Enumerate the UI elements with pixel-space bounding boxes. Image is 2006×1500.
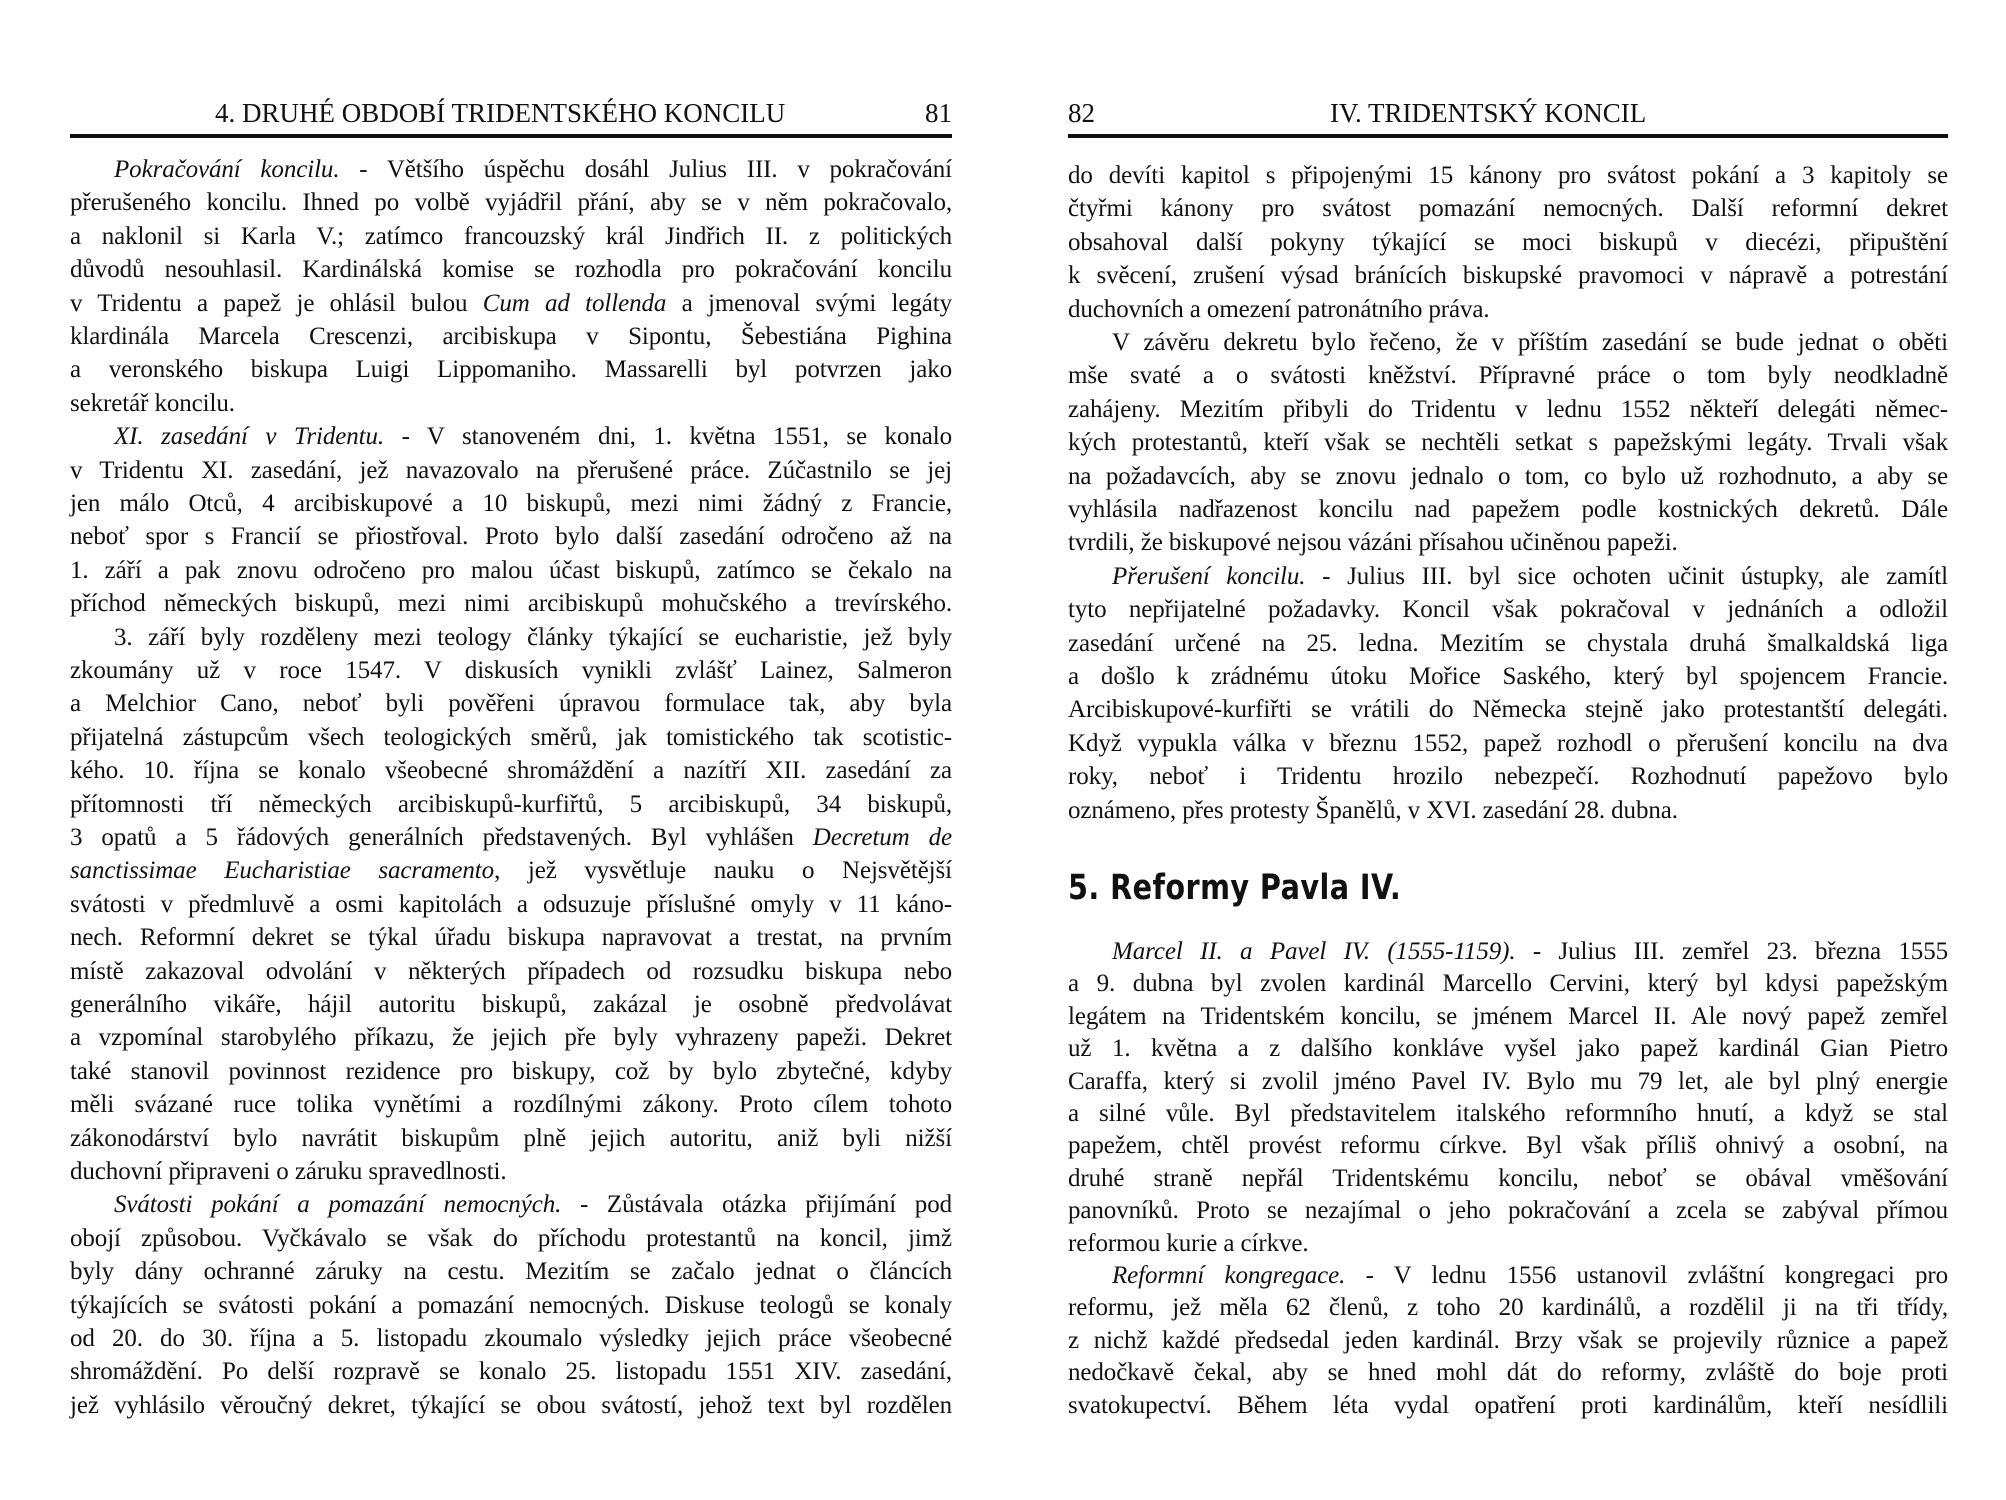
- text-run: svatokupectví. Během léta vydal opatření proti kardinálům, kteří nesídlili: [1068, 1391, 1948, 1419]
- text-run: sekretář koncilu.: [70, 389, 235, 417]
- text-run: nedočkavě čekal, aby se hned mohl dát do reformy, zvláště do boje proti: [1068, 1359, 1948, 1387]
- right-page: [1068, 0, 1948, 1500]
- text-run: místě zakazoval odvolání v některých případech od rozsudku biskupa nebo: [70, 957, 952, 985]
- text-run: tvrdili, že biskupové nejsou vázáni přísahou učiněnou papeži.: [1068, 529, 1678, 557]
- text-run: byly dány ochranné záruky na cestu. Mezitím se začalo jednat o článcích: [70, 1258, 952, 1286]
- text-run: na požadavcích, aby se znovu jednalo o tom, co bylo už rozhodnuto, a aby se: [1068, 462, 1948, 490]
- text-line: [70, 1222, 952, 1256]
- text-line: [70, 1289, 952, 1323]
- italic-run-in-title: sanctissimae Eucharistiae sacramento: [70, 857, 495, 885]
- text-line: [1068, 660, 1948, 694]
- text-line: [70, 988, 952, 1022]
- text-run: Když vypukla válka v březnu 1552, papež rozhodl o přerušení koncilu na dva: [1068, 729, 1948, 757]
- text-line: [1068, 293, 1948, 327]
- left-page: [70, 0, 952, 1500]
- text-run: V závěru dekretu bylo řečeno, že v příštím zasedání se bude jednat o oběti: [1112, 329, 1948, 356]
- text-line: [1068, 1097, 1948, 1131]
- text-run: zkoumány už v roce 1547. V diskusích vynikli zvlášť Lainez, Salmeron: [70, 657, 952, 684]
- text-line: [1068, 693, 1948, 727]
- text-line: [70, 687, 952, 721]
- text-run: zahájeny. Mezitím přibyli do Tridentu v lednu 1552 někteří delegáti němec-: [1068, 395, 1948, 423]
- text-run: a 9. dubna byl zvolen kardinál Marcello Cervini, který byl kdysi papežským: [1068, 970, 1948, 998]
- text-line: [1068, 1065, 1948, 1099]
- text-line: [1068, 760, 1948, 794]
- text-line: [70, 554, 952, 588]
- italic-run-in-title: Reformní kongregace.: [1112, 1262, 1346, 1289]
- text-run: příchod německých biskupů, mezi nimi arcibiskupů mohučského a trevírského.: [70, 590, 952, 618]
- text-line: [1068, 326, 1948, 360]
- text-line: [70, 520, 952, 554]
- text-run: 3 opatů a 5 řádových generálních představených. Byl vyhlášen: [70, 824, 813, 851]
- text-run: a vzpomínal starobylého příkazu, že jejich pře byly vyhrazeny papeži. Dekret: [70, 1024, 952, 1052]
- text-run: a jmenoval svými legáty: [666, 289, 952, 317]
- text-run: z nichž každé předsedal jeden kardinál. Brzy však se projevily různice a papež: [1068, 1326, 1948, 1354]
- text-run: a Melchior Cano, neboť byli pověřeni úpravou formulace tak, aby byla: [70, 690, 952, 718]
- text-run: také stanovil povinnost rezidence pro biskupy, což by bylo zbytečné, kdyby: [70, 1057, 952, 1085]
- text-line: [70, 854, 952, 888]
- text-run: vyhlásila nadřazenost koncilu nad papežem podle kostnických dekretů. Dále: [1068, 496, 1948, 523]
- text-line: [70, 420, 952, 454]
- text-run: a veronského biskupa Luigi Lippomaniho. Massarelli byl potvrzen jako: [70, 356, 952, 384]
- text-line: [1068, 1000, 1948, 1034]
- text-line: [70, 353, 952, 387]
- text-line: [70, 1122, 952, 1156]
- text-run: duchovních a omezení patronátního práva.: [1068, 295, 1490, 323]
- text-line: [70, 1021, 952, 1055]
- text-line: [1068, 359, 1948, 393]
- text-line: [70, 921, 952, 955]
- text-run: a naklonil si Karla V.; zatímco francouzský král Jindřich II. z politických: [70, 222, 952, 250]
- text-line: [70, 220, 952, 254]
- text-run: reformu, jež měla 62 členů, z toho 20 kardinálů, a rozdělil ji na tři třídy,: [1068, 1294, 1948, 1322]
- text-line: [70, 654, 952, 688]
- text-run: důvodů nesouhlasil. Kardinálská komise se rozhodla pro pokračování koncilu: [70, 256, 952, 284]
- text-run: obojí způsobou. Vyčkávalo se však do příchodu protestantů na koncil, jimž: [70, 1224, 952, 1252]
- text-run: klardinála Marcela Crescenzi, arcibiskupa v Sipontu, Šebestiána Pighina: [70, 323, 952, 350]
- text-run: legátem na Tridentském koncilu, se jménem Marcel II. Ale nový papež zemřel: [1068, 1002, 1948, 1030]
- text-run: reformou kurie a církve.: [1068, 1229, 1309, 1257]
- text-line: [1068, 426, 1948, 460]
- text-run: tyto nepřijatelné požadavky. Koncil však pokračoval v jednáních a odložil: [1068, 596, 1948, 624]
- text-line: [70, 788, 952, 822]
- italic-run-in-title: Marcel II. a Pavel IV. (1555-1159).: [1112, 938, 1516, 965]
- text-run: v Tridentu a papež je ohlásil bulou: [70, 289, 483, 317]
- text-line: [1068, 1194, 1948, 1228]
- text-run: oznámeno, přes protesty Španělů, v XVI. zasedání 28. dubna.: [1068, 796, 1678, 824]
- page-number: 82: [1068, 98, 1095, 128]
- text-run: obsahoval další pokyny týkající se moci biskupů v diecézi, připuštění: [1068, 228, 1948, 256]
- italic-run-in-title: Svátosti pokání a pomazání nemocných.: [114, 1191, 562, 1219]
- text-line: [70, 1389, 952, 1423]
- text-line: [70, 253, 952, 287]
- text-run: jen málo Otců, 4 arcibiskupové a 10 biskupů, mezi nimi žádný z Francie,: [70, 490, 952, 517]
- text-run: roky, neboť i Tridentu hrozilo nebezpečí. Rozhodnutí papežovo bylo: [1068, 763, 1948, 791]
- text-run: svátosti v předmluvě a osmi kapitolách a odsuzuje příslušné omyly v 11 káno-: [70, 890, 952, 918]
- text-line: [1068, 1032, 1948, 1066]
- text-run: druhé straně nepřál Tridentskému koncilu, neboť se obával vměšování: [1068, 1164, 1948, 1192]
- text-line: [1068, 192, 1948, 226]
- text-line: [1068, 1324, 1948, 1358]
- text-line: [70, 587, 952, 621]
- text-run: - V lednu 1556 ustanovil zvláštní kongregaci pro: [1345, 1262, 1948, 1289]
- text-line: [70, 153, 952, 187]
- header-rule: [70, 134, 952, 138]
- text-run: , jež vysvětluje nauku o Nejsvětější: [494, 857, 952, 885]
- text-line: [70, 186, 952, 220]
- text-run: v Tridentu XI. zasedání, jež navazovalo na přerušené práce. Zúčastnilo se jej: [70, 456, 952, 484]
- text-run: 1. září a pak znovu odročeno pro malou účast biskupů, zatímco se čekalo na: [70, 556, 952, 584]
- text-run: - Julius III. zemřel 23. března 1555: [1515, 938, 1948, 965]
- text-run: 3. září byly rozděleny mezi teology články týkající se eucharistie, jež byly: [114, 623, 952, 651]
- text-run: týkajících se svátosti pokání a pomazání nemocných. Diskuse teologů se konaly: [70, 1291, 952, 1319]
- text-line: [1068, 794, 1948, 828]
- text-line: [1068, 727, 1948, 761]
- text-line: [1068, 526, 1948, 560]
- text-line: [70, 454, 952, 488]
- text-run: - Většího úspěchu dosáhl Julius III. v pokračování: [339, 156, 952, 183]
- text-line: [70, 387, 952, 421]
- text-run: zasedání určené na 25. ledna. Mezitím se chystala druhá šmalkaldská liga: [1068, 629, 1948, 657]
- text-run: kého. 10. října se konalo všeobecné shromáždění a nazítří XII. zasedání za: [70, 757, 952, 785]
- text-run: panovníků. Proto se nezajímal o jeho pokračování a zcela se zabýval přímou: [1068, 1197, 1948, 1225]
- header-rule: [1068, 134, 1948, 138]
- text-run: k svěcení, zrušení výsad bránících biskupské pravomoci v nápravě a potrestání: [1068, 262, 1948, 290]
- running-header-title: IV. TRIDENTSKÝ KONCIL: [1330, 98, 1647, 128]
- text-run: přijatelná zástupcům všech teologických směrů, jak tomistického tak scotistic-: [70, 723, 952, 751]
- text-run: neboť spor s Francií se přiostřoval. Proto bylo další zasedání odročeno až na: [70, 523, 952, 551]
- text-line: [70, 1088, 952, 1122]
- text-line: [70, 1155, 952, 1189]
- text-run: shromáždění. Po delší rozpravě se konalo 25. listopadu 1551 XIV. zasedání,: [70, 1358, 952, 1386]
- text-run: od 20. do 30. října a 5. listopadu zkoumalo výsledky jejich práce všeobecné: [70, 1325, 952, 1352]
- text-run: - V stanoveném dni, 1. května 1551, se konalo: [384, 423, 952, 451]
- text-line: [70, 621, 952, 655]
- text-line: [1068, 1356, 1948, 1390]
- italic-run-in-title: Decretum de: [812, 824, 953, 851]
- text-line: [70, 487, 952, 521]
- text-line: [1068, 967, 1948, 1001]
- text-run: generálního vikáře, hájil autoritu biskupů, zakázal je osobně předvolávat: [70, 991, 952, 1018]
- text-run: papežem, chtěl provést reformu církve. Byl však příliš ohnivý a osobní, na: [1068, 1132, 1948, 1160]
- text-line: [70, 1322, 952, 1356]
- text-run: jež vyhlásilo věroučný dekret, týkající se obou svátostí, jehož text byl rozdělen: [70, 1391, 952, 1419]
- text-line: [70, 955, 952, 989]
- text-line: [1068, 226, 1948, 260]
- italic-run-in-title: Cum ad tollenda: [482, 289, 667, 317]
- text-line: [70, 888, 952, 922]
- text-run: přítomnosti tří německých arcibiskupů-kurfiřtů, 5 arcibiskupů, 34 biskupů,: [70, 790, 952, 818]
- text-line: [70, 287, 952, 321]
- text-run: do devíti kapitol s připojenými 15 kánony pro svátost pokání a 3 kapitoly se: [1068, 162, 1948, 189]
- text-run: a došlo k zrádnému útoku Mořice Saského, který byl spojencem Francie.: [1068, 663, 1948, 690]
- running-header: [70, 98, 952, 134]
- text-line: [1068, 460, 1948, 494]
- text-line: [1068, 259, 1948, 293]
- text-line: [1068, 493, 1948, 527]
- italic-run-in-title: Přerušení koncilu.: [1112, 562, 1306, 590]
- text-line: [1068, 1162, 1948, 1196]
- text-run: duchovní připraveni o záruku spravedlnosti.: [70, 1158, 507, 1185]
- text-line: [1068, 560, 1948, 594]
- text-line: [70, 1188, 952, 1222]
- italic-run-in-title: Pokračování koncilu.: [114, 156, 340, 183]
- text-line: [70, 1255, 952, 1289]
- text-line: [70, 754, 952, 788]
- text-line: [1068, 593, 1948, 627]
- text-run: - Julius III. byl sice ochoten učinit ústupky, ale zamítl: [1305, 562, 1948, 590]
- text-run: už 1. května a z dalšího konkláve vyšel jako papež kardinál Gian Pietro: [1068, 1035, 1948, 1063]
- text-run: - Zůstávala otázka přijímání pod: [561, 1191, 952, 1219]
- text-line: [1068, 1389, 1948, 1423]
- text-line: [1068, 935, 1948, 969]
- text-line: [1068, 393, 1948, 427]
- text-run: kých protestantů, kteří však se nechtěli setkat s papežskými legáty. Trvali však: [1068, 429, 1948, 457]
- text-run: nech. Reformní dekret se týkal úřadu biskupa napravovat a trestat, na prvním: [70, 924, 952, 952]
- text-line: [1068, 1129, 1948, 1163]
- text-run: čtyřmi kánony pro svátost pomazání nemocných. Další reformní dekret: [1068, 195, 1948, 223]
- text-run: zákonodárství bylo navrátit biskupům plně jejich autoritu, aniž byli nižší: [70, 1124, 952, 1152]
- text-line: [70, 821, 952, 855]
- text-run: a silné vůle. Byl představitelem italského reformního hnutí, a když se stal: [1068, 1100, 1948, 1127]
- italic-run-in-title: XI. zasedání v Tridentu.: [114, 423, 385, 451]
- running-header: [1068, 98, 1948, 134]
- text-run: mše svaté a o svátosti kněžství. Přípravné práce o tom byly neodkladně: [1068, 362, 1948, 390]
- text-line: [1068, 1227, 1948, 1261]
- text-line: [70, 1055, 952, 1089]
- text-run: Arcibiskupové-kurfiřti se vrátili do Německa stejně jako protestantští delegáti.: [1068, 696, 1948, 724]
- running-header-title: 4. DRUHÉ OBDOBÍ TRIDENTSKÉHO KONCILU: [215, 98, 786, 128]
- text-run: Caraffa, který si zvolil jméno Pavel IV. Bylo mu 79 let, ale byl plný energie: [1068, 1067, 1948, 1095]
- text-run: přerušeného koncilu. Ihned po volbě vyjádřil přání, aby se v něm pokračovalo,: [70, 189, 952, 217]
- text-line: [1068, 159, 1948, 193]
- text-line: [70, 320, 952, 354]
- text-line: [70, 721, 952, 755]
- section-heading: 5. Reformy Pavla IV.: [1068, 868, 1402, 908]
- text-line: [1068, 1291, 1948, 1325]
- text-line: [1068, 627, 1948, 661]
- text-line: [70, 1355, 952, 1389]
- text-run: měli svázané ruce tolika vynětími a rozdílnými zákony. Proto cílem tohoto: [70, 1091, 952, 1119]
- page-number: 81: [925, 98, 952, 128]
- text-line: [1068, 1259, 1948, 1293]
